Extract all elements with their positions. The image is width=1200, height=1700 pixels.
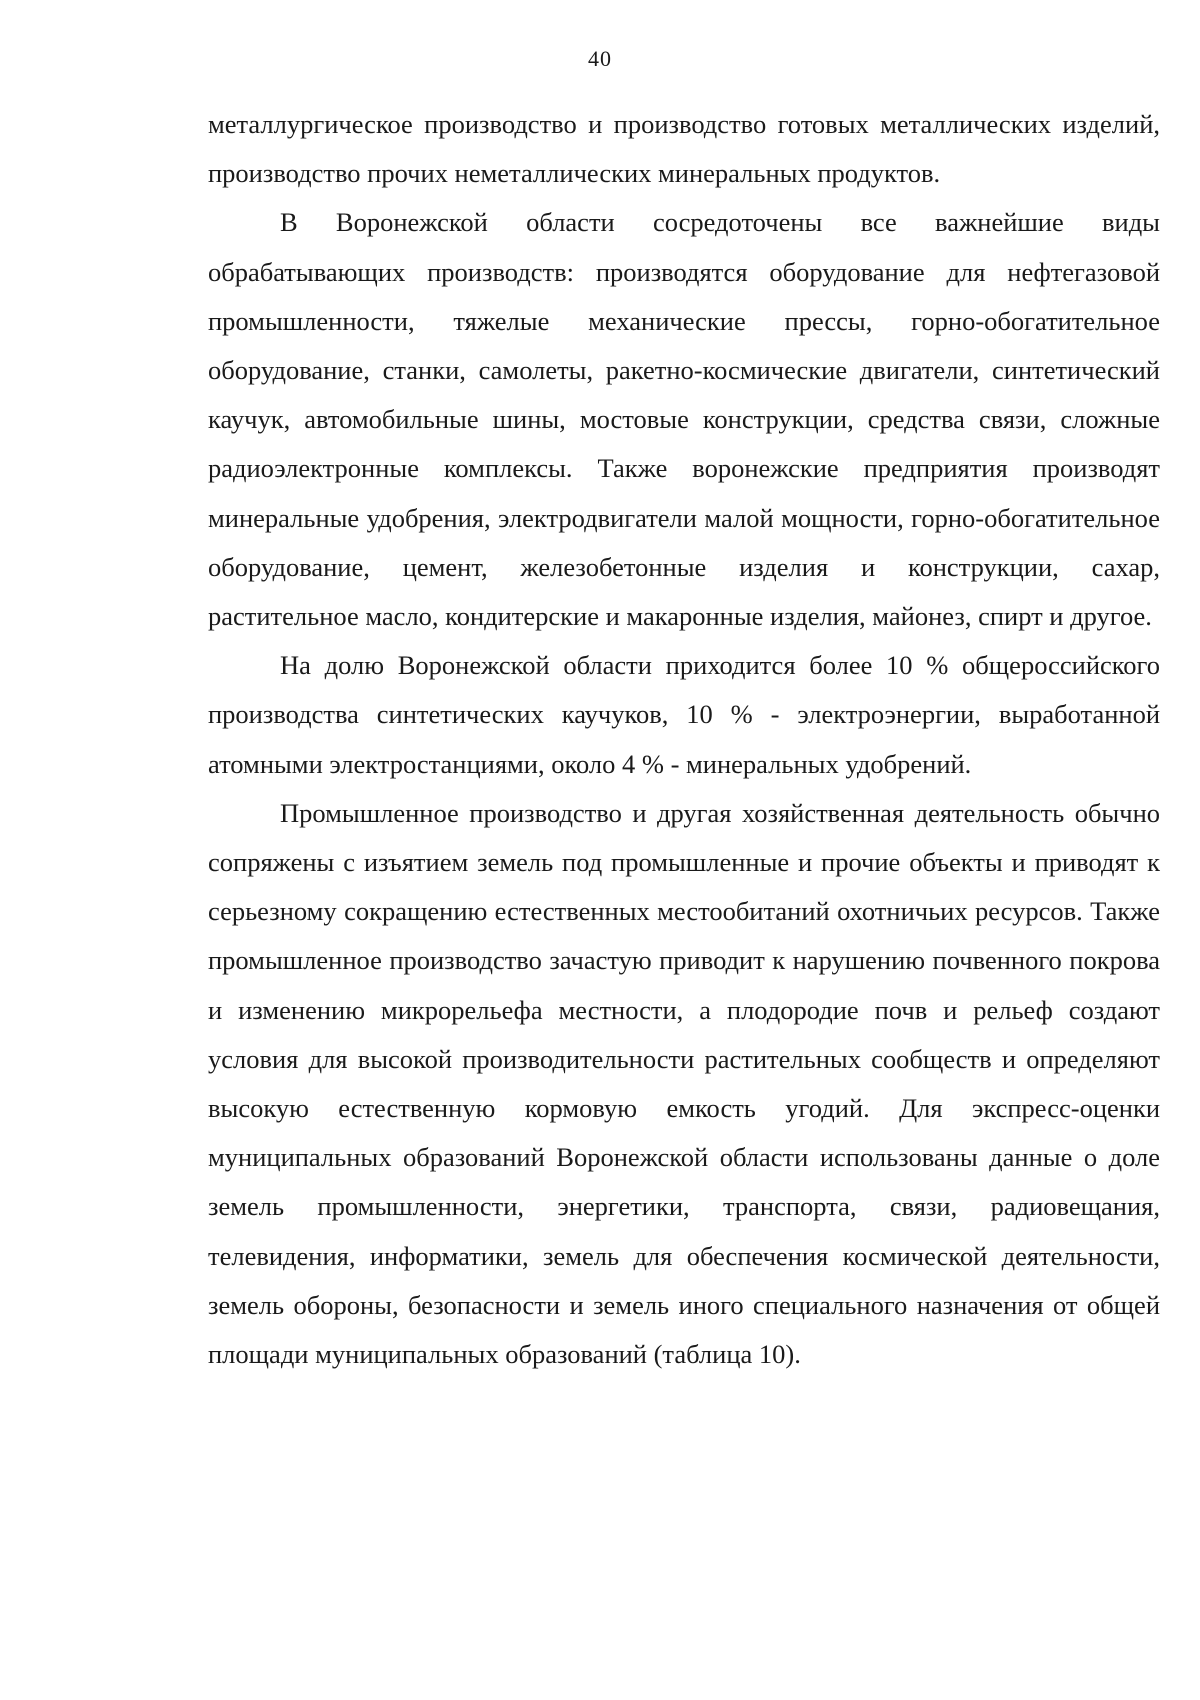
- paragraph-share: На долю Воронежской области приходится более 10 % общероссийского производства синтетических каучуков, 10 % - электроэнергии, выработанной атомными электростанциями, около 4 % - минеральных удобрений.: [208, 650, 1160, 779]
- paragraph-industries: В Воронежской области сосредоточены все важнейшие виды обрабатывающих производств: производятся оборудование для нефтегазовой промышленности, тяжелые механические прессы, горно-обогатительное оборудование, станки, самолеты, ракетно-космические двигатели, синтетический каучук, автомобильные шины, мостовые конструкции, средства связи, сложные радиоэлектронные комплексы. Также воронежские предприятия производят минеральные удобрения, электродвигатели малой мощности, горно-обогатительное оборудование, цемент, железобетонные изделия и конструкции, сахар, растительное масло, кондитерские и макаронные изделия, майонез, спирт и другое.: [208, 207, 1160, 632]
- paragraph-land-use: Промышленное производство и другая хозяйственная деятельность обычно сопряжены с изъятием земель под промышленные и прочие объекты и приводят к серьезному сокращению естественных местообитаний охотничьих ресурсов. Также промышленное производство зачастую приводит к нарушению почвенного покрова и изменению микрорельефа местности, а плодородие почв и рельеф создают условия для высокой производительности растительных сообществ и определяют высокую естественную кормовую емкость угодий. Для экспресс-оценки муниципальных образований Воронежской области использованы данные о доле земель промышленности, энергетики, транспорта, связи, радиовещания, телевидения, информатики, земель для обеспечения космической деятельности, земель обороны, безопасности и земель иного специального назначения от общей площади муниципальных образований (таблица 10).: [208, 797, 1160, 1370]
- body-text: [208, 100, 1160, 1379]
- paragraph-continuation: металлургическое производство и производство готовых металлических изделий, производство прочих неметаллических минеральных продуктов.: [208, 109, 1160, 189]
- page-number: 40: [588, 46, 612, 71]
